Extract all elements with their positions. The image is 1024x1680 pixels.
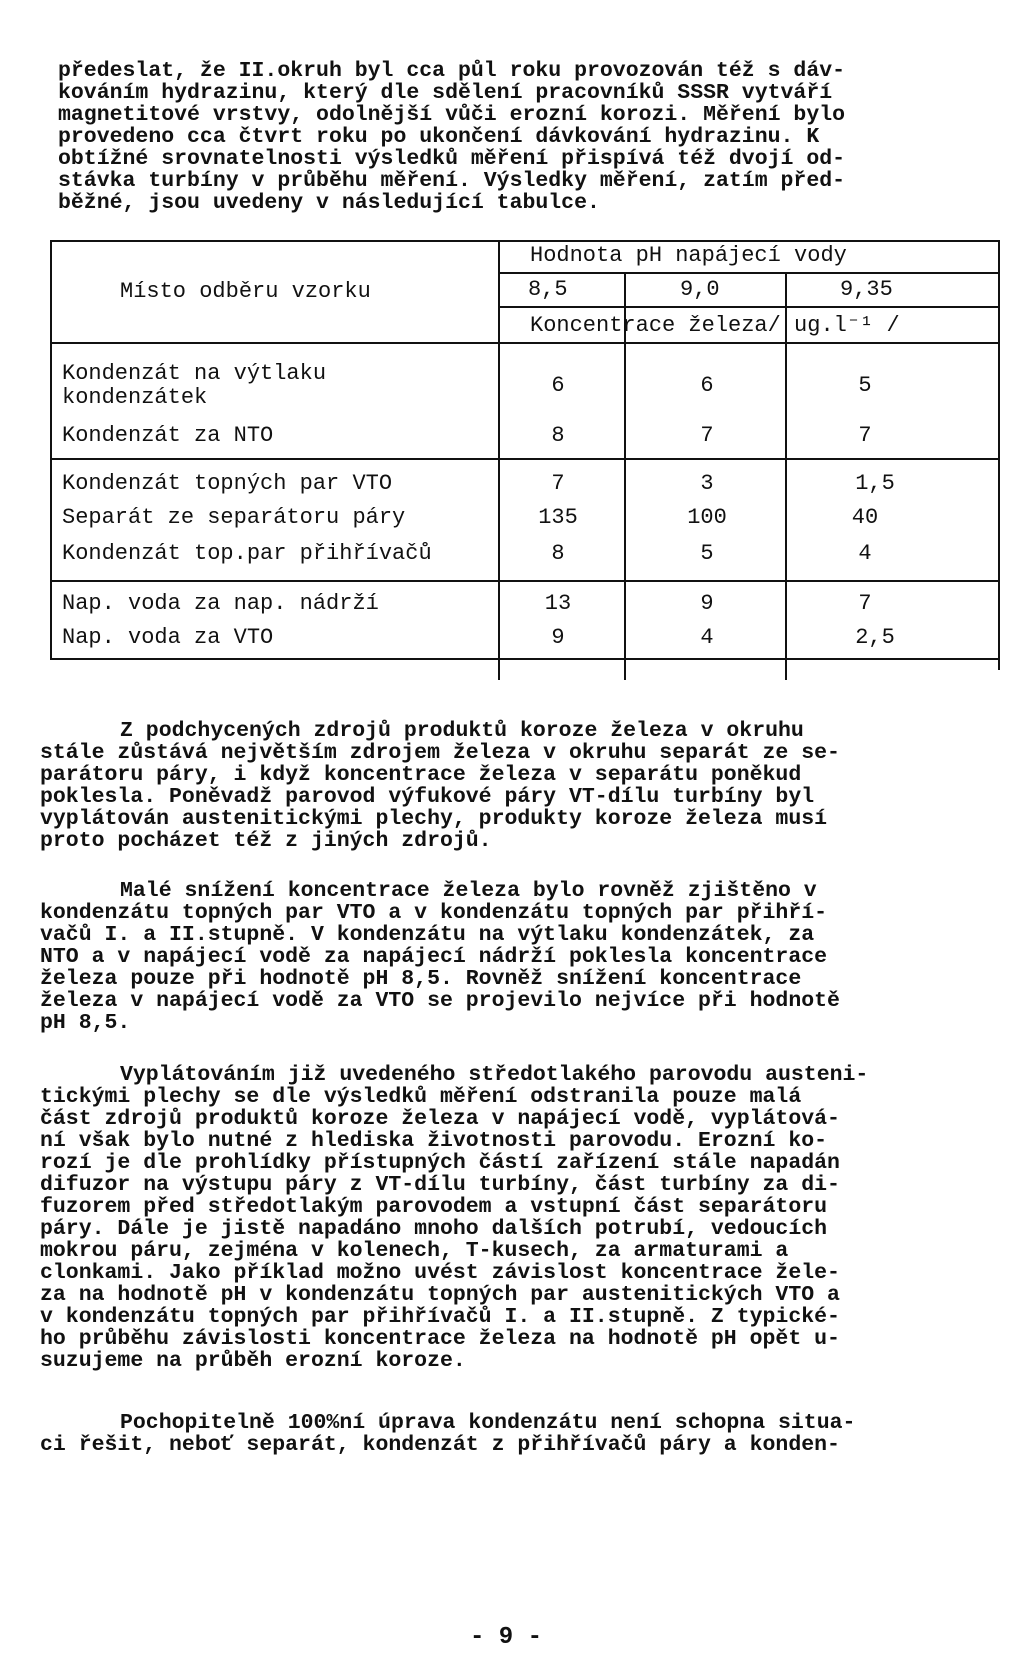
table-value: 4 — [858, 541, 872, 566]
text-line: běžné, jsou uvedeny v následující tabulce. — [58, 191, 600, 215]
table-value: 40 — [851, 505, 879, 530]
row-label: Separát ze separátoru páry — [62, 505, 406, 530]
row-label: kondenzátek — [62, 385, 208, 410]
table-value: 8 — [551, 423, 565, 448]
text-line: difuzor na výstupu páry z VT-dílu turbíny, část turbíny za di- — [40, 1173, 840, 1197]
table-value: 8 — [551, 541, 565, 566]
row-label: Nap. voda za VTO — [62, 625, 274, 650]
row-label: Kondenzát topných par VTO — [62, 471, 393, 496]
table-value: 135 — [538, 505, 578, 530]
text-line: vačů I. a II.stupně. V kondenzátu na výtlaku kondenzátek, za — [40, 923, 815, 947]
table-left-border — [50, 240, 52, 660]
table-value: 6 — [551, 373, 565, 398]
table-top-border — [50, 240, 1000, 242]
text-line: stávka turbíny v průběhu měření. Výsledky měření, zatím před- — [58, 169, 846, 193]
group-divider-2 — [50, 580, 1000, 582]
table-right-border — [998, 240, 1000, 670]
table-value: 100 — [687, 505, 727, 530]
body-paragraph — [40, 1064, 868, 1372]
text-line: poklesla. Poněvadž parovod výfukové páry VT-dílu turbíny byl — [40, 785, 815, 809]
text-line: ho průběhu závislosti koncentrace železa na hodnotě pH opět u- — [40, 1327, 840, 1351]
text-line: clonkami. Jako příklad možno uvést závislost koncentrace žele- — [40, 1261, 840, 1285]
table-value: 13 — [544, 591, 572, 616]
text-line: magnetitové vrstvy, odolnější vůči erozní korozi. Měření bylo — [58, 103, 846, 127]
text-line: kondenzátu topných par VTO a v kondenzátu topných par přihří- — [40, 901, 828, 925]
text-line: mokrou páru, zejména v kolenech, T-kusech, za armaturami a — [40, 1239, 789, 1263]
text-line: kováním hydrazinu, který dle sdělení pracovníků SSSR vytváří — [58, 81, 833, 105]
header-bottom-rule — [50, 342, 1000, 344]
text-line: Vyplátováním již uvedeného středotlakého parovodu austeni- — [120, 1063, 869, 1087]
concentration-header: Koncentrace železa/ ug.l⁻¹ / — [530, 313, 900, 338]
text-line: za na hodnotě pH v kondenzátu topných par austenitických VTO a — [40, 1283, 840, 1307]
ph-header: Hodnota pH napájecí vody — [530, 243, 847, 268]
text-line: ní však bylo nutné z hlediska životnosti parovodu. Erozní ko- — [40, 1129, 828, 1153]
text-line: část zdrojů produktů koroze železa v napájecí vodě, vyplátová- — [40, 1107, 840, 1131]
table-value: 7 — [858, 591, 872, 616]
table-value: 5 — [858, 373, 872, 398]
body-paragraph — [40, 720, 840, 852]
text-line: NTO a v napájecí vodě za napájecí nádrží poklesla koncentrace — [40, 945, 828, 969]
table-value: 6 — [700, 373, 714, 398]
page-number: - 9 - — [470, 1624, 543, 1651]
text-line: parátoru páry, i když koncentrace železa v separátu poněkud — [40, 763, 802, 787]
text-line: provedeno cca čtvrt roku po ukončení dávkování hydrazinu. K — [58, 125, 820, 149]
table-value: 2,5 — [855, 625, 895, 650]
text-line: Pochopitelně 100%ní úprava kondenzátu není schopna situa- — [120, 1411, 856, 1435]
table-value: 1,5 — [855, 471, 895, 496]
body-paragraph — [40, 1412, 855, 1456]
row-label: Kondenzát top.par přihřívačů — [62, 541, 432, 566]
table-value: 7 — [858, 423, 872, 448]
text-line: suzujeme na průběh erozní koroze. — [40, 1349, 466, 1373]
text-line: Malé snížení koncentrace železa bylo rovněž zjištěno v — [120, 879, 817, 903]
text-line: pH 8,5. — [40, 1011, 131, 1035]
ph-value: 9,0 — [680, 277, 720, 302]
text-line: proto pocházet též z jiných zdrojů. — [40, 829, 492, 853]
iron-concentration-table — [50, 240, 1000, 700]
row-label: Kondenzát za NTO — [62, 423, 274, 448]
table-bottom-border — [50, 658, 1000, 660]
group-divider-1 — [50, 458, 1000, 460]
table-value: 7 — [700, 423, 714, 448]
body-paragraph — [40, 880, 840, 1034]
text-line: předeslat, že II.okruh byl cca půl roku provozován též s dáv- — [58, 59, 846, 83]
table-value: 4 — [700, 625, 714, 650]
text-line: obtížné srovnatelnosti výsledků měření přispívá též dvojí od- — [58, 147, 846, 171]
row-label: Kondenzát na výtlaku — [62, 361, 327, 386]
intro-paragraph — [58, 60, 845, 214]
text-line: ci řešit, neboť separát, kondenzát z přihřívačů páry a konden- — [40, 1433, 840, 1457]
place-header: Místo odběru vzorku — [120, 279, 371, 304]
ph-value: 8,5 — [528, 277, 568, 302]
text-line: železa v napájecí vodě za VTO se projevilo nejvíce při hodnotě — [40, 989, 840, 1013]
table-value: 9 — [551, 625, 565, 650]
table-value: 9 — [700, 591, 714, 616]
table-value: 5 — [700, 541, 714, 566]
table-value: 3 — [700, 471, 714, 496]
table-value: 7 — [551, 471, 565, 496]
ph-value: 9,35 — [840, 277, 893, 302]
text-line: fuzorem před středotlakým parovodem a vstupní část separátoru — [40, 1195, 828, 1219]
text-line: železa pouze při hodnotě pH 8,5. Rovněž snížení koncentrace — [40, 967, 802, 991]
text-line: páry. Dále je jistě napadáno mnoho dalších potrubí, vedoucích — [40, 1217, 828, 1241]
text-line: stále zůstává největším zdrojem železa v okruhu separát ze se- — [40, 741, 840, 765]
text-line: rozí je dle prohlídky přístupných částí zařízení stále napadán — [40, 1151, 840, 1175]
ph-header-underline — [498, 272, 1000, 274]
row-label: Nap. voda za nap. nádrží — [62, 591, 379, 616]
text-line: tickými plechy se dle výsledků měření odstranila pouze malá — [40, 1085, 802, 1109]
text-line: Z podchycených zdrojů produktů koroze železa v okruhu — [120, 719, 804, 743]
text-line: vyplátován austenitickými plechy, produkty koroze železa musí — [40, 807, 828, 831]
ph-values-underline — [498, 306, 1000, 308]
text-line: v kondenzátu topných par přihřívačů I. a II.stupně. Z typické- — [40, 1305, 840, 1329]
